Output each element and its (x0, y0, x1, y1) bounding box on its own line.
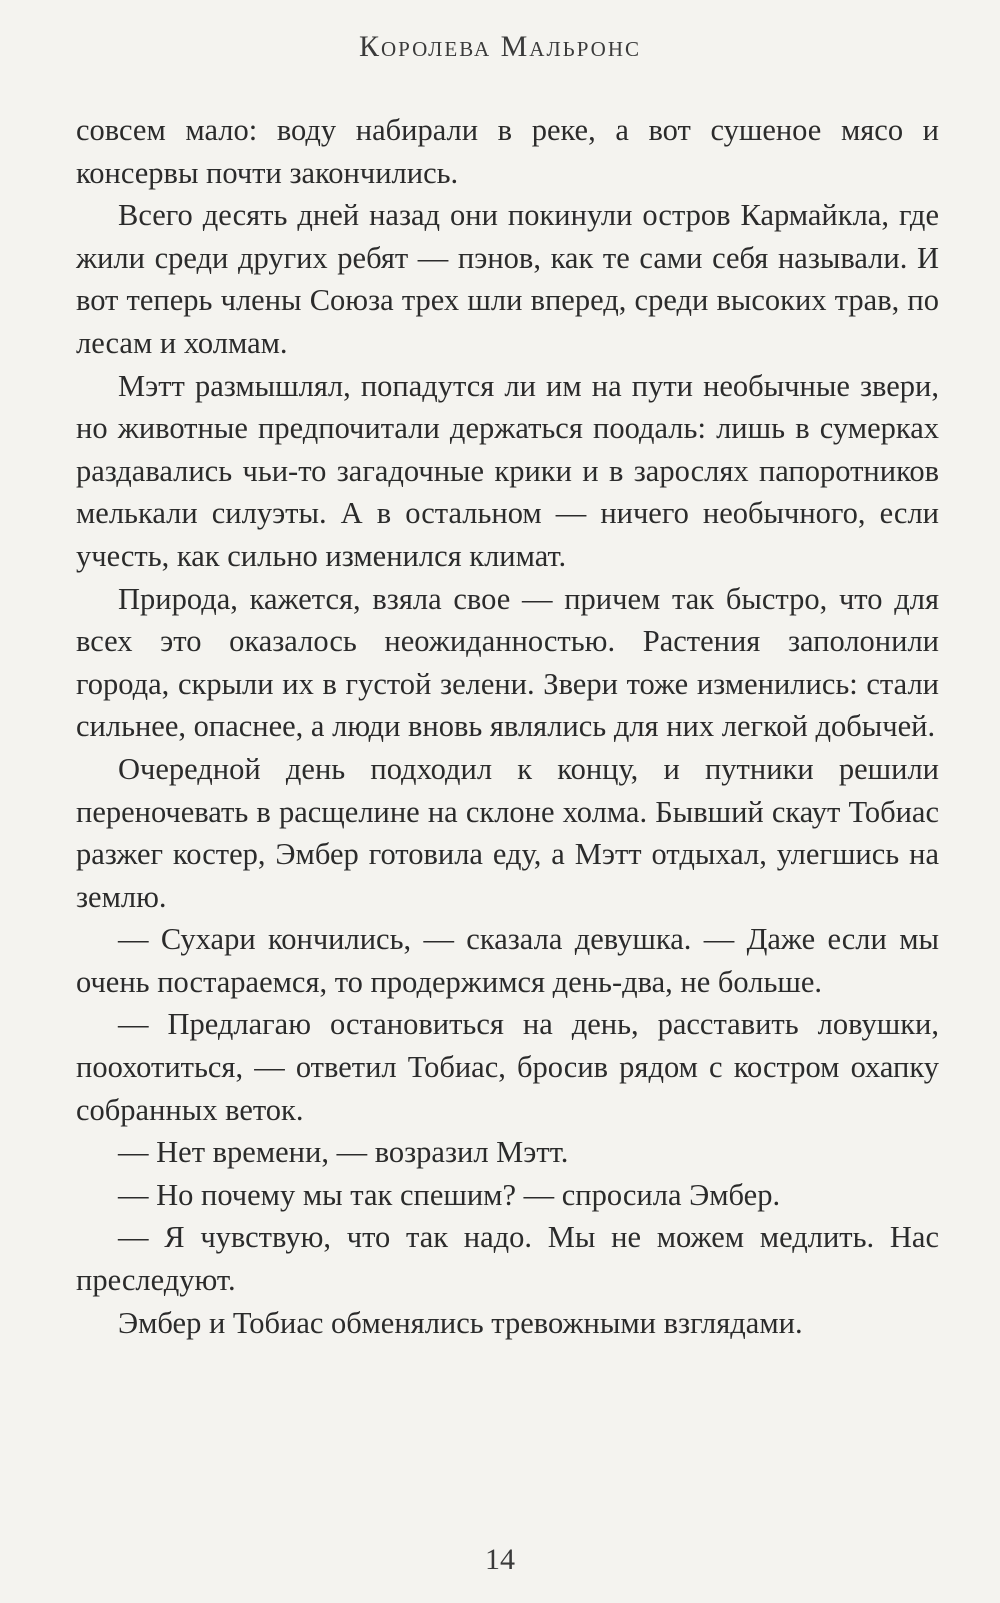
paragraph: Мэтт размышлял, попадутся ли им на пути необычные звери, но животные предпочитали держаться поодаль: лишь в сумерках раздавались чьи-то загадочные крики и в зарослях папоротников мелькали силуэты. А в остальном — ничего необычного, если учесть, как сильно изменился климат. (76, 368, 939, 573)
dialogue-line: — Сухари кончились, — сказала девушка. — Даже если мы очень постараемся, то продержимся день-два, не больше. (76, 922, 939, 999)
dialogue-line: — Но почему мы так спешим? — спросила Эмбер. (118, 1177, 781, 1212)
paragraph: Эмбер и Тобиас обменялись тревожными взглядами. (118, 1305, 803, 1340)
dialogue-line: — Предлагаю остановиться на день, расставить ловушки, поохотиться, — ответил Тобиас, бросив рядом с костром охапку собранных веток. (76, 1007, 939, 1127)
paragraph: Очередной день подходил к концу, и путники решили переночевать в расщелине на склоне холма. Бывший скаут Тобиас разжег костер, Эмбер готовила еду, а Мэтт отдыхал, улегшись на землю. (76, 751, 939, 914)
page-number: 14 (485, 1543, 515, 1576)
paragraph: Природа, кажется, взяла свое — причем так быстро, что для всех это оказалось неожиданностью. Растения заполонили города, скрыли их в густой зелени. Звери тоже изменились: стали сильнее, опаснее, а люди вновь являлись для них легкой добычей. (76, 581, 939, 744)
paragraph: совсем мало: воду набирали в реке, а вот сушеное мясо и консервы почти закончились. (76, 113, 939, 190)
dialogue-line: — Я чувствую, что так надо. Мы не можем медлить. Нас преследуют. (76, 1220, 939, 1298)
running-title: Королева Мальронс (358, 30, 642, 63)
body-text (76, 109, 939, 1344)
dialogue-line: — Нет времени, — возразил Мэтт. (118, 1135, 569, 1170)
paragraph: Всего десять дней назад они покинули остров Кармайкла, где жили среди других ребят — пэнов, как те сами себя называли. И вот теперь члены Союза трех шли вперед, среди высоких трав, по лесам и холмам. (76, 198, 939, 360)
